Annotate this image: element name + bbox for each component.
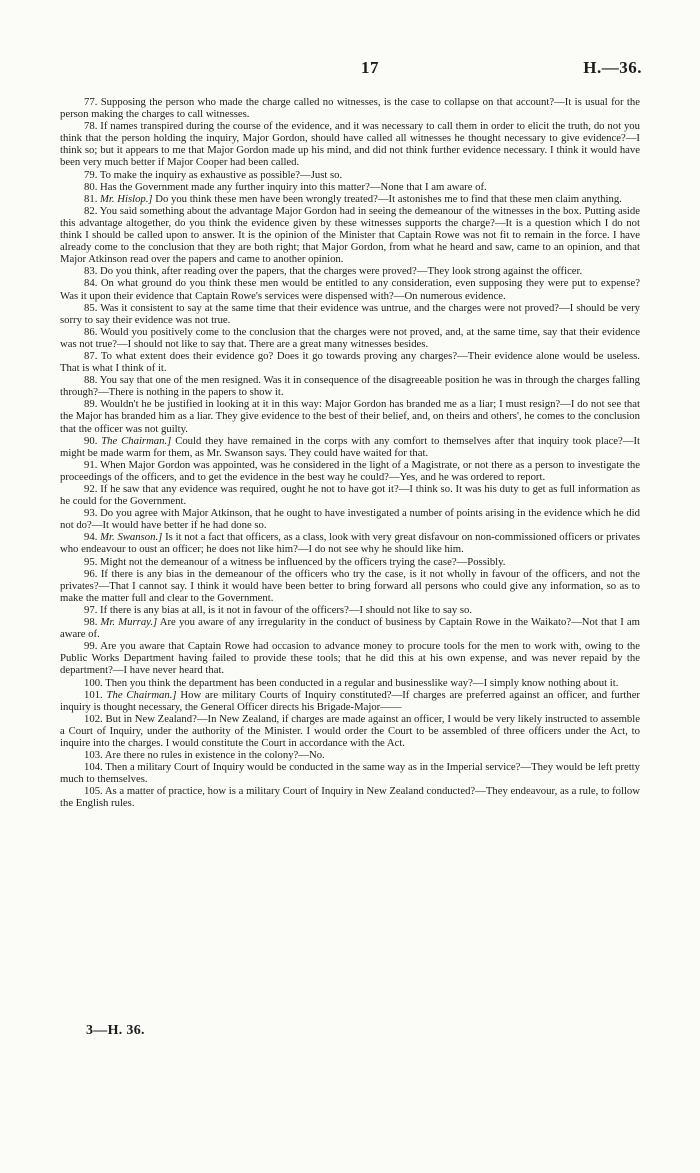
question-number: 77.	[84, 96, 98, 108]
question-number: 93.	[84, 507, 98, 520]
question-answer-text: Wouldn't he be justified in looking at it in this way: Major Gordon has branded me as a liar; I must resign?—I do not see that the Major has branded him as a liar. They give evidence to the best of their belief, and, on theirs and others', he comes to the conclusion that the officer was not guilty.	[60, 398, 640, 435]
question-answer-text: Do you think, after reading over the papers, that the charges were proved?—They look strong against the officer.	[100, 265, 583, 278]
document-reference: H.—36.	[583, 58, 642, 77]
page-number: 17	[361, 58, 379, 77]
question-number: 90.	[84, 434, 98, 447]
question-answer-text: To what extent does their evidence go? Does it go towards proving any charges?—Their evidence alone would be useless. That is what I think of it.	[60, 349, 640, 375]
question-answer-text: Then you think the department has been conducted in a regular and businesslike way?—I simply know nothing about it.	[105, 676, 619, 689]
question-paragraph	[60, 507, 640, 531]
question-paragraph	[60, 761, 640, 785]
question-paragraph	[60, 350, 640, 374]
question-paragraph	[60, 205, 640, 265]
question-number: 83.	[84, 265, 98, 278]
question-answer-text: On what ground do you think these men would be entitled to any consideration, even supposing they were put to expense? Was it upon their evidence that Captain Rowe's services were dispensed with?—On numerous evidence.	[60, 277, 640, 302]
question-paragraph	[60, 96, 640, 120]
question-answer-text: Do you agree with Major Atkinson, that he ought to have investigated a number of points arising in the evidence which he did not do?—It would have better if he had done so.	[60, 507, 640, 532]
question-number: 80.	[84, 180, 98, 193]
speaker-label: Mr. Hislop.]	[100, 192, 153, 205]
question-answer-text: Has the Government made any further inquiry into this matter?—None that I am aware of.	[100, 180, 487, 193]
question-paragraph	[60, 749, 640, 761]
question-answer-text: If there is any bias at all, is it not in favour of the officers?—I should not like to say so.	[100, 603, 473, 616]
printer-signature: 3—H. 36.	[86, 1023, 145, 1038]
question-number: 85.	[84, 301, 98, 314]
question-number: 88.	[84, 374, 98, 387]
question-number: 97.	[84, 603, 98, 616]
question-number: 78.	[84, 120, 98, 133]
question-paragraph	[60, 531, 640, 555]
question-paragraph	[60, 616, 640, 640]
question-paragraph	[60, 568, 640, 604]
question-answer-text: Could they have remained in the corps with any comfort to themselves after that inquiry took place?—It might be made warm for them, as Mr. Swanson says. They could have waited for that.	[60, 434, 641, 459]
question-answer-text: Was it consistent to say at the same time that their evidence was untrue, and the charges were not proved?—I should be very sorry to say their evidence was not true.	[60, 301, 640, 326]
question-paragraph	[60, 713, 640, 749]
question-number: 84.	[84, 277, 98, 290]
question-answer-text: Are you aware that Captain Rowe had occasion to advance money to procure tools for the men to work with, owing to the Public Works Department having failed to provide these tools; that he did this at his own expense, and was never repaid by the department?—I have never heard that.	[60, 640, 640, 677]
question-answer-text: As a matter of practice, how is a military Court of Inquiry in New Zealand conducted?—They endeavour, as a rule, to follow the English rules.	[60, 785, 640, 810]
question-paragraph	[60, 326, 640, 350]
question-answer-text: If he saw that any evidence was required, ought he not to have got it?—I think so. It was his duty to get as full information as he could for the Government.	[60, 483, 641, 508]
question-paragraph	[60, 689, 640, 713]
question-number: 79.	[84, 168, 98, 181]
question-paragraph	[60, 265, 640, 277]
question-number: 91.	[84, 458, 98, 471]
question-paragraph	[60, 398, 640, 434]
minutes-of-evidence	[60, 96, 640, 810]
question-paragraph	[60, 435, 640, 459]
question-answer-text: But in New Zealand?—In New Zealand, if charges are made against an officer, I would be very likely instructed to assemble a Court of Inquiry, under the authority of the Minister. I would order the Court to be assembled of three officers under the Act, to inquire into the charges. I would constitute the Court in accordance with the Act.	[60, 712, 640, 749]
question-paragraph	[60, 120, 640, 168]
question-answer-text: If there is any bias in the demeanour of the officers who try the case, is it not wholly in favour of the officers, and not the privates?—That I cannot say. I think it would have been better to bring forward all persons who could give any information, so as to make the matter full and clear to the Government.	[60, 567, 640, 604]
question-paragraph	[60, 640, 640, 676]
question-paragraph	[60, 193, 640, 205]
question-answer-text: Are you aware of any irregularity in the conduct of business by Captain Rowe in the Waikato?—Not that I am aware of.	[60, 616, 640, 641]
question-answer-text: You say that one of the men resigned. Was it in consequence of the disagreeable position he was in through the charges falling through?—There is nothing in the papers to show it.	[60, 374, 640, 399]
question-paragraph	[60, 169, 640, 181]
question-paragraph	[60, 181, 640, 193]
question-number: 92.	[84, 483, 98, 495]
question-number: 86.	[84, 325, 98, 338]
question-answer-text: Supposing the person who made the charge called no witnesses, is the case to collapse on that account?—It is usual for the person making the charges to call witnesses.	[60, 96, 640, 121]
question-number: 96.	[84, 567, 98, 580]
question-answer-text: You said something about the advantage Major Gordon had in seeing the demeanour of the witnesses in the box. Putting aside this advantage altogether, do you think the evidence given by these witnesses supports the charge?—It is a question which I do not think I should be called upon to answer. It is the opinion of the Minister that Captain Rowe was not fit to remain in the force. I have already come to the conclusion that they are both right; that Major Gordon, from what he heard and saw, came to an opinion, and that Major Atkinson read over the papers and came to another opinion.	[60, 204, 640, 266]
question-number: 101.	[84, 688, 103, 701]
speaker-label: Mr. Swanson.]	[100, 531, 163, 544]
question-number: 87.	[84, 349, 98, 362]
question-number: 82.	[84, 204, 98, 217]
question-paragraph	[60, 604, 640, 616]
question-answer-text: Are there no rules in existence in the colony?—No.	[104, 749, 325, 762]
question-answer-text: How are military Courts of Inquiry constituted?—If charges are preferred against an officer, and further inquiry is thought necessary, the General Officer directs his Brigade-Major——	[60, 688, 640, 713]
question-paragraph	[60, 483, 640, 507]
question-answer-text: Do you think these men have been wrongly treated?—It astonishes me to find that these men claim anything.	[155, 192, 622, 205]
question-answer-text: Is it not a fact that officers, as a class, look with very great disfavour on non-commissioned officers or privates who endeavour to oust an officer; he does not like him?—I do not see why he should like him.	[60, 531, 641, 556]
question-number: 99.	[84, 640, 98, 653]
question-paragraph	[60, 459, 640, 483]
question-answer-text: Would you positively come to the conclusion that the charges were not proved, and, at the same time, say that their evidence was not true?—I should not like to say that. There are a great many witnesses besides.	[60, 325, 640, 350]
speaker-label: The Chairman.]	[101, 434, 172, 447]
page-header	[40, 58, 642, 80]
question-number: 81.	[84, 192, 98, 205]
question-answer-text: Might not the demeanour of a witness be influenced by the officers trying the case?—Possibly.	[100, 555, 506, 568]
question-number: 95.	[84, 555, 98, 568]
question-number: 100.	[84, 676, 103, 689]
question-paragraph	[60, 556, 640, 568]
question-number: 89.	[84, 398, 98, 411]
question-paragraph	[60, 374, 640, 398]
question-answer-text: To make the inquiry as exhaustive as possible?—Just so.	[99, 168, 343, 181]
question-answer-text: If names transpired during the course of the evidence, and it was necessary to call them in order to elicit the truth, do not you think that the person holding the inquiry, Major Gordon, should have called all witnesses he thought necessary to give evidence?—I think so; but it appears to me that Major Gordon made up his mind, and did not think further evidence necessary. I think it would have been very much better if Major Cooper had been called.	[60, 120, 640, 169]
question-number: 105.	[84, 785, 103, 798]
question-answer-text: When Major Gordon was appointed, was he considered in the light of a Magistrate, or not there as a person to investigate the proceedings of the officers, and to get the evidence in the best way he could?—Yes, and he was ordered to report.	[60, 458, 640, 483]
question-answer-text: Then a military Court of Inquiry would be conducted in the same way as in the Imperial service?—They would be left pretty much to themselves.	[60, 761, 640, 786]
question-number: 98.	[84, 616, 98, 629]
question-paragraph	[60, 277, 640, 301]
question-paragraph	[60, 677, 640, 689]
question-number: 104.	[84, 761, 103, 774]
question-number: 103.	[84, 749, 103, 762]
question-number: 102.	[84, 712, 103, 725]
speaker-label: The Chairman.]	[106, 688, 177, 701]
speaker-label: Mr. Murray.]	[100, 616, 158, 629]
question-paragraph	[60, 302, 640, 326]
question-paragraph	[60, 785, 640, 809]
question-number: 94.	[84, 531, 98, 544]
